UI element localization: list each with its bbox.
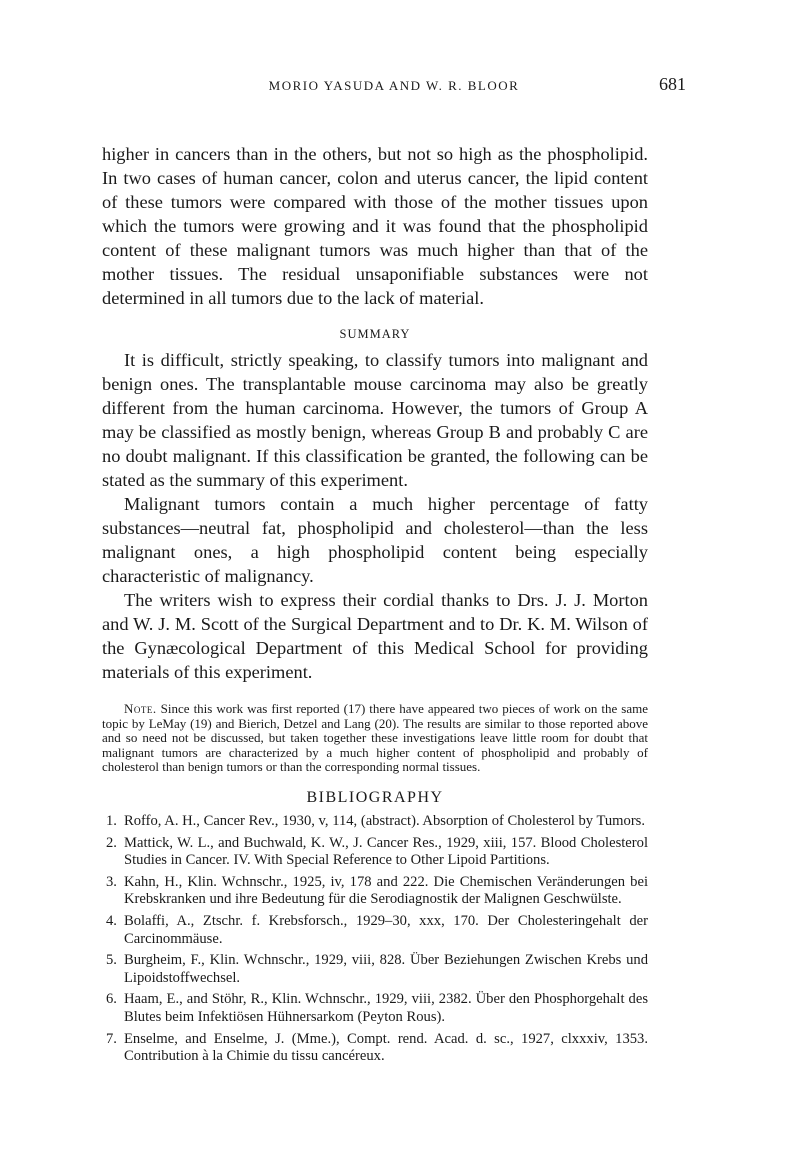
reference-item xyxy=(102,913,648,948)
reference-item xyxy=(102,1031,648,1066)
note-label: Note. xyxy=(124,701,157,716)
reference-item xyxy=(102,952,648,987)
reference-number: 3. xyxy=(106,873,117,890)
note-paragraph xyxy=(102,702,648,775)
reference-number: 4. xyxy=(106,912,117,929)
reference-item xyxy=(102,835,648,870)
summary-paragraph-2: Malignant tumors contain a much higher percentage of fatty substances—neutral fat, phospholipid and cholesterol—than the less malignant ones, a high phospholipid content being especially characteristic of malignancy. xyxy=(102,494,648,586)
reference-text: Burgheim, F., Klin. Wchnschr., 1929, viii, 828. Über Beziehungen Zwischen Krebs und Lipoidstoffwechsel. xyxy=(124,952,648,986)
reference-text: Mattick, W. L., and Buchwald, K. W., J. Cancer Res., 1929, xiii, 157. Blood Cholesterol Studies in Cancer. IV. With Special Reference to Other Lipoid Partitions. xyxy=(124,834,648,869)
reference-text: Kahn, H., Klin. Wchnschr., 1925, iv, 178 and 222. Die Chemischen Veränderungen bei Krebskranken und ihre Bedeutung für die Serodiagnostik der Malignen Geschwülste. xyxy=(124,873,648,908)
reference-number: 5. xyxy=(106,952,117,969)
summary-heading: SUMMARY xyxy=(339,327,411,341)
acknowledgements-paragraph: The writers wish to express their cordial thanks to Drs. J. J. Morton and W. J. M. Scott of the Surgical Department and to Dr. K. M. Wilson of the Gynæcological Department of this Medical School for providing materials of this experiment. xyxy=(102,590,648,682)
page-number: 681 xyxy=(659,74,686,94)
reference-text: Enselme, and Enselme, J. (Mme.), Compt. rend. Acad. d. sc., 1927, clxxxiv, 1353. Contribution à la Chimie du tissu cancéreux. xyxy=(124,1030,648,1065)
reference-text: Roffo, A. H., Cancer Rev., 1930, v, 114, (abstract). Absorption of Cholesterol by Tumors. xyxy=(124,812,646,829)
reference-text: Haam, E., and Stöhr, R., Klin. Wchnschr., 1929, viii, 2382. Über den Phosphorgehalt des Blutes beim Infektiösen Hühnersarkom (Peyton Rous). xyxy=(124,991,648,1025)
reference-item xyxy=(102,874,648,909)
reference-number: 6. xyxy=(106,991,117,1008)
running-head: MORIO YASUDA AND W. R. BLOOR xyxy=(268,78,520,93)
bibliography-heading: BIBLIOGRAPHY xyxy=(306,788,444,806)
reference-item xyxy=(102,813,648,831)
reference-list xyxy=(102,813,648,1066)
reference-number: 7. xyxy=(106,1030,117,1047)
note-text: Since this work was first reported (17) there have appeared two pieces of work on the same topic by LeMay (19) and Bierich, Detzel and Lang (20). The results are similar to those reported above and so need not be discussed, but taken together these investigations leave little room for doubt that malignant tumors are characterized by a much higher content of phospholipid and probably of cholesterol than benign tumors or than the corresponding normal tissues. xyxy=(102,701,649,775)
summary-paragraph-1: It is difficult, strictly speaking, to classify tumors into malignant and benign ones. The transplantable mouse carcinoma may also be greatly different from the human carcinoma. However, the tumors of Group A may be classified as mostly benign, whereas Group B and probably C are no doubt malignant. If this classification be granted, the following can be stated as the summary of this experiment. xyxy=(102,350,648,490)
page-body xyxy=(102,142,648,1070)
reference-number: 2. xyxy=(106,834,117,851)
page-header xyxy=(102,74,686,102)
paragraph-continuation: higher in cancers than in the others, but not so high as the phospholipid. In two cases of human cancer, colon and uterus cancer, the lipid content of these tumors were compared with those of the mother tissues upon which the tumors were growing and it was found that the phospholipid content of these malignant tumors was much higher than that of the mother tissues. The residual unsaponifiable substances were not determined in all tumors due to the lack of material. xyxy=(102,144,648,308)
reference-number: 1. xyxy=(106,812,117,829)
reference-text: Bolaffi, A., Ztschr. f. Krebsforsch., 1929–30, xxx, 170. Der Cholesteringehalt der Carcinommäuse. xyxy=(124,912,648,947)
reference-item xyxy=(102,991,648,1026)
